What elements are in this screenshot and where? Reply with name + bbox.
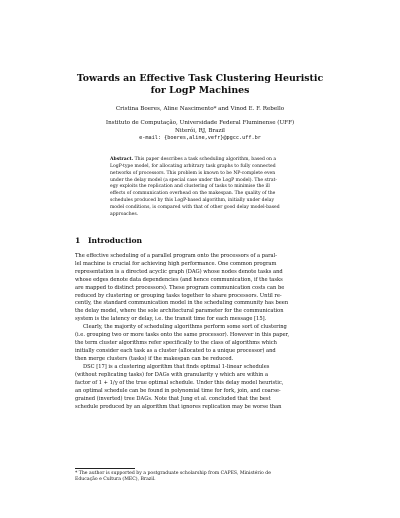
abstract-line: schedules produced by this LogP-based algorithm, initially under delay <box>110 198 275 204</box>
intro-paragraph-3 <box>75 364 325 411</box>
body-line: reduced by clustering or grouping tasks together to share processors. Until re- <box>75 292 282 299</box>
body-line: DSC [17] is a clustering algorithm that finds optimal 1-linear schedules <box>83 364 270 370</box>
body-line: (without replicating tasks) for DAGs with granularity γ which are within a <box>75 371 269 378</box>
email-line <box>40 135 360 142</box>
paper-title-line-1: Towards an Effective Task Clustering Heuristic <box>76 73 324 84</box>
abstract-line: approaches. <box>110 211 139 217</box>
body-line: system is the latency or delay, i.e. the transit time for each message [15]. <box>75 316 267 323</box>
intro-paragraph-1 <box>75 253 325 324</box>
body-line: (i.e. grouping two or more tasks onto the same processor). However in this paper, <box>75 331 290 338</box>
affiliation-line-2: Niterói, RJ, Brazil <box>175 127 225 134</box>
body-line: representation is a directed acyclic graph (DAG) whose nodes denote tasks and <box>75 268 283 275</box>
email-label: e-mail: <box>139 135 161 141</box>
footnote-divider <box>75 468 135 469</box>
body-line: are mapped to distinct processors). These program communication costs can be <box>75 284 285 291</box>
body-line: the term cluster algorithms refer specifically to the class of algorithms which <box>75 339 277 346</box>
footnote-line: * The author is supported by a postgraduate scholarship from CAPES, Ministério de <box>75 471 271 476</box>
footnote <box>75 471 325 483</box>
abstract-line: model conditions, is compared with that of other good delay model-based <box>110 204 280 210</box>
affiliation-line-1: Instituto de Computação, Universidade Federal Fluminense (UFF) <box>105 120 295 126</box>
email-address: {boeres,aline,vefr}@pgcc.uff.br <box>164 135 261 141</box>
abstract-line: effects of communication overhead on the makespan. The quality of the <box>110 191 276 197</box>
abstract-label: Abstract. <box>110 157 134 162</box>
author-list: Cristina Boeres, Aline Nascimento* and Vinod E. F. Rebello <box>115 106 285 112</box>
section-number: 1 <box>75 236 81 245</box>
footnote-line: Educação e Cultura (MEC), Brazil. <box>75 477 156 483</box>
body-line: The effective scheduling of a parallel program onto the processors of a paral- <box>75 253 278 259</box>
body-line: cently, the standard communication model in the scheduling community has been <box>75 300 289 307</box>
body-line: then merge clusters (tasks) if the makespan can be reduced. <box>75 355 234 362</box>
intro-paragraph-2 <box>75 324 325 364</box>
body-line: factor of 1 + 1/γ of the true optimal schedule. Under this delay model heuristic, <box>75 379 284 386</box>
abstract-line: Abstract. This paper describes a task scheduling algorithm, based on a <box>110 157 277 162</box>
abstract <box>110 157 305 219</box>
body-line: grained (inverted) tree DAGs. Note that Jung et al. concluded that the best <box>75 395 271 402</box>
abstract-line: egy exploits the replication and clustering of tasks to minimise the ill <box>110 184 270 190</box>
body-line: the delay model, where the sole architectural parameter for the communication <box>75 308 284 315</box>
body-line: whose edges denote data dependencies (and hence communication, if the tasks <box>75 276 283 283</box>
section-heading-introduction <box>75 236 142 245</box>
abstract-line: LogP-type model, for allocating arbitrary task graphs to fully connected <box>110 163 276 169</box>
section-title: Introduction <box>88 236 143 245</box>
body-line: initially consider each task as a cluster (allocated to a unique processor) and <box>75 347 276 354</box>
paper-title-line-2: for LogP Machines <box>150 85 250 96</box>
body-line: schedule produced by an algorithm that ignores replication may be worse than <box>75 403 282 410</box>
abstract-line: under the delay model (a special case under the LogP model). The strat- <box>110 177 277 183</box>
abstract-line: networks of processors. This problem is known to be NP-complete even <box>110 170 276 176</box>
body-line: Clearly, the majority of scheduling algorithms perform some sort of clustering <box>83 324 287 330</box>
body-line: lel machine is crucial for achieving high performance. One common program <box>75 260 277 267</box>
body-line: an optimal schedule can be found in polynomial time for fork, join, and coarse- <box>75 387 281 394</box>
